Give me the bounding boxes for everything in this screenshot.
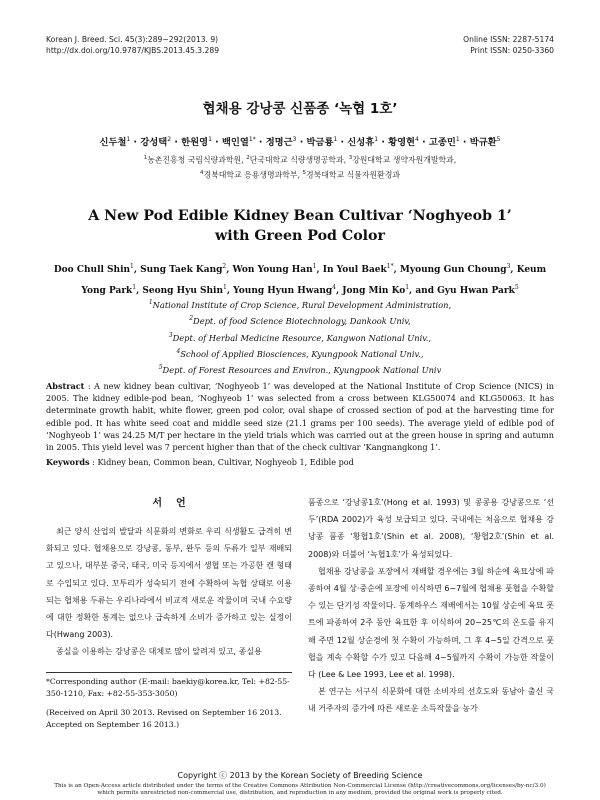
paragraph: 최근 양식 산업의 발달과 식문화의 변화로 우리 식생활도 급격히 변화되고 있다. 협채용으로 강낭콩, 동부, 완두 등의 두류가 일부 재배되고 있으나, 대부분 중국, 태국, 미국 등지에서 생협 또는 가공한 캔 형태로 수입되고 있다. 꼬투리가 성숙되기 전에 수확하여 녹협 상태로 이용되는 협채용 두류는 우리나라에서 비교적 새로운 작물이며 국내 수요량에 대한 정확한 통계는 없으나 급속하게 소비가 증가하고 있는 실정이다(Hwang 2003). xyxy=(46,527,292,640)
keywords: Keywords : Kidney bean, Common bean, Cultivar, Noghyeob 1, Edible pod xyxy=(46,457,354,467)
author: 고종민$^1$ xyxy=(428,135,460,148)
section-heading: 서언 xyxy=(152,498,200,509)
author: Keum Yong Park$^1$ xyxy=(81,265,547,296)
corresponding-author-footnote: *Corresponding author (E-mail: baekiy@korea.kr, Tel: +82-55-350-1210, Fax: +82-55-353-3050) xyxy=(46,677,290,698)
author: 한원영$^1$ xyxy=(181,135,212,148)
body-column-right xyxy=(308,494,554,718)
author: 정명근$^3$ xyxy=(265,135,297,148)
author: Seong Hyu Shin$^1$ xyxy=(142,284,227,296)
author: 박금룡$^1$ xyxy=(306,135,338,148)
copyright: Copyright ⓒ 2013 by the Korean Society of Breeding Science xyxy=(177,771,423,780)
license-notice: This is an Open-Access article distributed under the terms of the Creative Commons Attribution Non-Commercial License (http://creativecommons.org/licenses/by-nc/3.0) which permits unrestricted non-commercial use, distribution, and reproduction in any medium, provided the original work is properly cited. xyxy=(54,783,546,796)
abstract-label: Abstract xyxy=(46,381,85,391)
korean-title: 협채용 강낭콩 신품종 ‘녹협 1호’ xyxy=(202,101,398,117)
print-issn: Print ISSN: 0250-3360 xyxy=(470,46,554,55)
author: Sung Taek Kang$^2$ xyxy=(140,263,227,275)
paragraph: 본 연구는 서구식 식문화에 대한 소비자의 선호도와 동남아 출신 국내 거주자의 증가에 따른 새로운 소득작물을 농가 xyxy=(308,687,554,714)
keywords-text: Kidney bean, Common bean, Cultivar, Noghyeob 1, Edible pod xyxy=(97,457,354,467)
footnote-divider xyxy=(46,672,292,673)
paragraph: 협채용 강낭콩을 포장에서 재배할 경우에는 3월 하순에 육묘상에 파종하여 4월 상·중순에 포장에 이식하면 6~7월에 협채용 풋협을 수확할 수 있는 단기성 작물이다. 동계하우스 재배에서는 10월 상순에 육묘 폿트에 파종하여 2주 동안 육묘한 후 이식하여 20~25℃의 온도를 유지해 주면 12월 상순경에 첫 수확이 가능하며, 그 후 4~5일 간격으로 풋협을 계속 수확할 수가 있고 다음해 4~5월까지 수확이 가능한 작물이다 (Lee & Lee 1993, Lee et al. 1998). xyxy=(308,566,554,680)
journal-citation: Korean J. Breed. Sci. 45(3):289~292(2013. 9) xyxy=(46,35,219,44)
author: 강성택$^2$ xyxy=(140,135,172,148)
korean-affiliations: $^1$농촌진흥청 국립식량과학원, $^2$단국대학교 식량생명공학과, $^3$강원대학교 생약자원개발학과, $^4$경북대학교 응용생명과학부, $^5$경북대학교 식물자원환경과 xyxy=(143,155,457,180)
body-column-left xyxy=(46,494,292,661)
author: Jong Min Ko$^1$ xyxy=(342,284,410,296)
author: 신두철$^1$ xyxy=(99,135,131,148)
author: 황영현$^4$ xyxy=(388,135,419,148)
doi-link[interactable]: http://dx.doi.org/10.9787/KJBS.2013.45.3.289 xyxy=(46,46,220,55)
online-issn: Online ISSN: 2287-5174 xyxy=(463,35,554,44)
author: 백인열$^{1*}$ xyxy=(221,135,256,148)
author: Young Hyun Hwang$^4$ xyxy=(233,284,336,296)
abstract-text: A new kidney bean cultivar, ‘Noghyeob 1’ was developed at the National Institute of Crop Science (NICS) in 2005. The kidney edible-pod bean, ‘Noghyeob 1’ was selected from a cross between KLG50074 and KLG50063. It has determinate growth habit, white flower, green pod color, oval shape of crossed section of pod at the harvesting time for edible pod. It has white seed coat and middle seed size (21.1 grams per 100 seeds). The average yield of edible pod of ‘Noghyeob 1’ was 24.25 M/T per hectare in the yield trials which was carried out at the green house in spring and autumn in 2005. This yield level was 7 percent higher than that of the check cultivar ‘Kangnangkong 1’. xyxy=(46,381,554,453)
author: 신성휴$^1$ xyxy=(347,135,379,148)
author: Myoung Gun Choung$^3$ xyxy=(399,263,511,275)
korean-authors: 신두철$^1$ · 강성택$^2$ · 한원영$^1$ · 백인열$^{1*}$ · 정명근$^3$ · 박금룡$^1$ · 신성휴$^1$ · 황영현$^4$ · 고종민$^1$ · 박규환$^5$ xyxy=(99,135,501,148)
keywords-label: Keywords xyxy=(46,457,90,467)
journal-header xyxy=(46,34,219,56)
abstract: Abstract : A new kidney bean cultivar, ‘Noghyeob 1’ was developed at the National Institute of Crop Science (NICS) in 2005. The kidney edible-pod bean, ‘Noghyeob 1’ was selected from a cross between KLG50074 and KLG50063. It has determinate growth habit, white flower, green pod color, oval shape of crossed section of pod at the harvesting time for edible pod. It has white seed coat and middle seed size (21.1 grams per 100 seeds). The average yield of edible pod of ‘Noghyeob 1’ was 24.25 M/T per hectare in the yield trials which was carried out at the green house in spring and autumn in 2005. This yield level was 7 percent higher than that of the check cultivar ‘Kangnangkong 1’. xyxy=(46,381,554,453)
paragraph: 종실을 이용하는 강낭콩은 대체로 많이 알려져 있고, 종실용 xyxy=(56,647,262,657)
author: Won Young Han$^1$ xyxy=(232,263,317,275)
english-title: A New Pod Edible Kidney Bean Cultivar ‘Noghyeob 1’ with Green Pod Color xyxy=(88,208,512,244)
paragraph: 품종으로 ‘강낭콩1호’(Hong et al. 1993) 및 콩콩용 강낭콩으로 ‘선두’(RDA 2002)가 육성 보급되고 있다. 국내에는 처음으로 협채용 강낭콩 품종 ‘황협1호’(Shin et al. 2008), ‘황협2호’(Shin et al. 2008)와 더불어 ‘녹협1호’가 육성되었다. xyxy=(308,498,554,559)
author: 박규환$^5$ xyxy=(469,135,501,148)
author: In Youl Baek$^{1*}$ xyxy=(322,263,394,275)
english-affiliations: $^1$National Institute of Crop Science, Rural Development Administration, $^2$Dept. of food Science Biotechnology, Dankook Univ, $^3$Dept. of Herbal Medicine Resource, Kangwon National Univ., $^4$School of Applied Biosciences, Kyungpook National Univ., $^5$Dept. of Forest Resources and Environ., Kyungpook National Univ xyxy=(148,299,452,376)
issn-header xyxy=(463,34,554,56)
author: Doo Chull Shin$^1$ xyxy=(53,263,134,275)
english-authors: Doo Chull Shin$^1$, Sung Taek Kang$^2$, Won Young Han$^1$, In Youl Baek$^{1*}$, Myoung Gun Choung$^3$, Keum Yong Park$^1$, Seong Hyu Shin$^1$, Young Hyun Hwang$^4$, Jong Min Ko$^1$, and Gyu Hwan Park$^5$ xyxy=(53,263,547,296)
received-dates-footnote: (Received on April 30 2013. Revised on September 16 2013. Accepted on September 16 2013.) xyxy=(46,708,282,729)
author: and Gyu Hwan Park$^5$ xyxy=(415,284,519,296)
